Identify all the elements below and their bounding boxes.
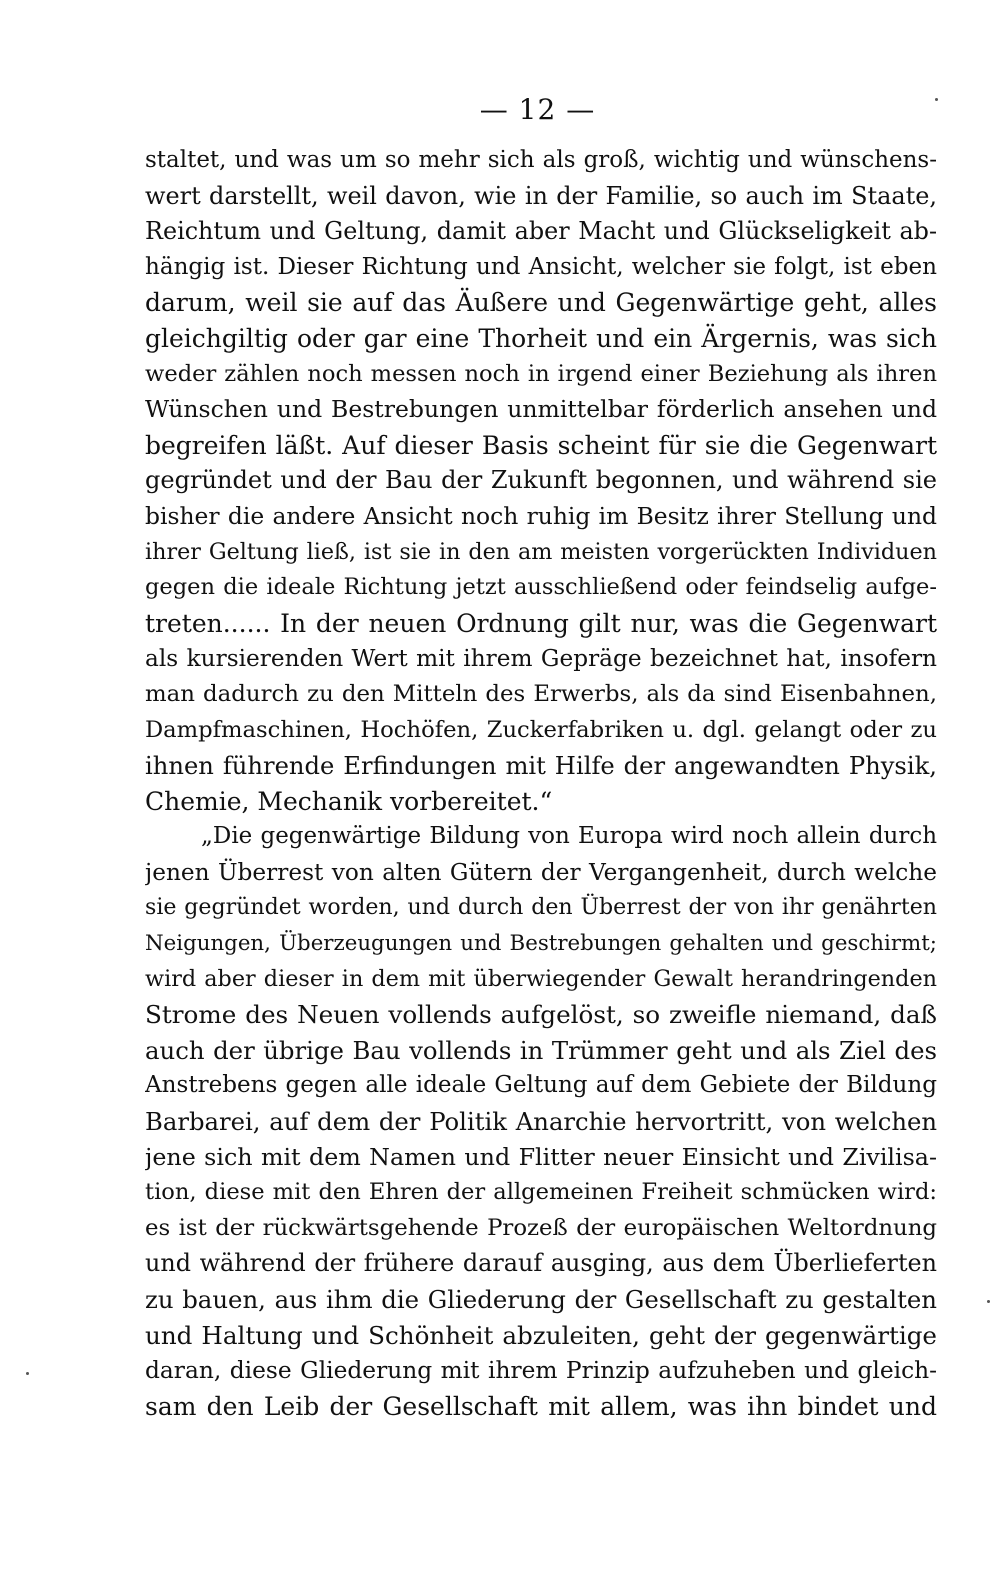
text-line: auch der übrige Bau vollends in Trümmer geht und als Ziel des <box>145 1035 937 1065</box>
text-line: zu bauen, aus ihm die Gliederung der Gesellschaft zu gestalten <box>145 1285 937 1314</box>
text-line: gegründet und der Bau der Zukunft begonnen, und während sie <box>145 466 937 495</box>
text-line: gegen die ideale Richtung jetzt ausschließend oder feindselig aufge- <box>145 574 937 601</box>
paragraph-end-line: Chemie, Mechanik vorbereitet.“ <box>145 786 553 816</box>
text-line: bisher die andere Ansicht noch ruhig im Besitz ihrer Stellung und <box>145 501 937 530</box>
body-text <box>145 143 937 1424</box>
page-number: — 12 — <box>479 93 596 126</box>
text-line: ihnen führende Erfindungen mit Hilfe der angewandten Physik, <box>145 751 937 781</box>
text-line: sam den Leib der Gesellschaft mit allem, was ihn bindet und <box>145 1391 937 1421</box>
text-line: als kursierenden Wert mit ihrem Gepräge bezeichnet hat, insofern <box>145 645 937 673</box>
text-line: Wünschen und Bestrebungen unmittelbar förderlich ansehen und <box>145 395 937 424</box>
scan-speck <box>26 1372 29 1375</box>
text-line: daran, diese Gliederung mit ihrem Prinzip aufzuheben und gleich- <box>145 1357 937 1385</box>
text-line: hängig ist. Dieser Richtung und Ansicht, welcher sie folgt, ist eben <box>145 253 937 280</box>
text-line: wert darstellt, weil davon, wie in der Familie, so auch im Staate, <box>145 181 937 210</box>
text-line: weder zählen noch messen noch in irgend einer Beziehung als ihren <box>145 360 937 387</box>
text-line: gleichgiltig oder gar eine Thorheit und ein Ärgernis, was sich <box>145 323 937 353</box>
text-line: jene sich mit dem Namen und Flitter neuer Einsicht und Zivilisa- <box>145 1142 937 1171</box>
paragraph-start-line: „Die gegenwärtige Bildung von Europa wird noch allein durch <box>201 823 937 850</box>
text-line: Barbarei, auf dem der Politik Anarchie hervortritt, von welchen <box>145 1107 937 1137</box>
text-line: begreifen läßt. Auf dieser Basis scheint für sie die Gegenwart <box>145 430 937 460</box>
text-line: man dadurch zu den Mitteln des Erwerbs, als da sind Eisenbahnen, <box>145 680 937 707</box>
text-line: Reichtum und Geltung, damit aber Macht und Glückseligkeit ab- <box>145 217 937 246</box>
scan-speck <box>935 98 938 101</box>
text-line: staltet, und was um so mehr sich als groß, wichtig und wünschens- <box>145 147 937 173</box>
text-line: Neigungen, Überzeugungen und Bestrebungen gehalten und geschirmt; <box>145 931 937 957</box>
text-line: wird aber dieser in dem mit überwiegender Gewalt herandringenden <box>145 965 937 992</box>
text-line: Strome des Neuen vollends aufgelöst, so zweifle niemand, daß <box>145 1000 937 1030</box>
text-line: und während der frühere darauf ausging, aus dem Überlieferten <box>145 1249 937 1278</box>
scan-speck <box>987 1300 990 1303</box>
text-line: jenen Überrest von alten Gütern der Vergangenheit, durch welche <box>145 858 937 886</box>
text-line: Dampfmaschinen, Hochöfen, Zuckerfabriken u. dgl. gelangt oder zu <box>145 716 937 743</box>
text-line: ihrer Geltung ließ, ist sie in den am meisten vorgerückten Individuen <box>145 538 937 565</box>
text-line: es ist der rückwärtsgehende Prozeß der europäischen Weltordnung <box>145 1214 937 1241</box>
text-line: Anstrebens gegen alle ideale Geltung auf dem Gebiete der Bildung <box>145 1072 937 1099</box>
text-line: darum, weil sie auf das Äußere und Gegenwärtige geht, alles <box>145 288 937 318</box>
text-line: tion, diese mit den Ehren der allgemeinen Freiheit schmücken wird: <box>145 1179 937 1206</box>
text-line: und Haltung und Schönheit abzuleiten, geht der gegenwärtige <box>145 1320 937 1350</box>
text-line: treten...... In der neuen Ordnung gilt nur, was die Gegenwart <box>145 608 937 638</box>
text-line: sie gegründet worden, und durch den Überrest der von ihr genährten <box>145 895 937 921</box>
